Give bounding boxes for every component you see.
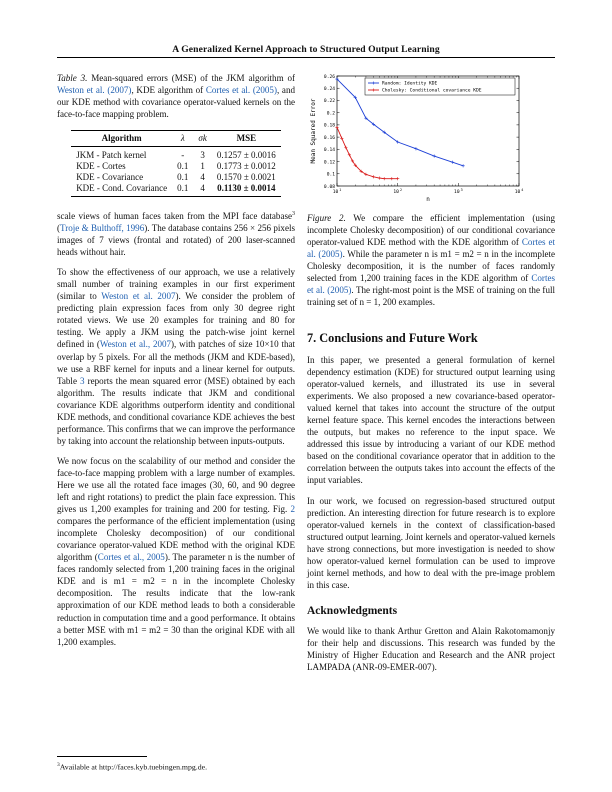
data-point [451,161,454,164]
figure-ref-link[interactable]: 2 [290,504,295,515]
mse-table [71,130,281,197]
col-header: Algorithm [71,131,172,147]
section-heading: Acknowledgments [307,604,398,617]
col-header: λ [172,131,193,147]
best-mse-value: 0.1130 ± 0.0014 [212,183,281,197]
y-tick-label: 0.2 [326,111,335,117]
footnote: $^3$Available at http://faces.kyb.tuebingen.mpg.de. [57,756,295,773]
citation-link[interactable]: Troje & Bulthoff, 1996 [60,223,145,234]
data-point [378,176,381,179]
citation-link[interactable]: Weston et al., 2007 [99,339,172,350]
citation-link[interactable]: Cortes et al. (2005) [307,273,555,295]
y-axis-label: Mean Squared Error [310,98,317,164]
table-row: KDE - Cond. Covariance 0.1 4 0.1130 ± 0.0014 [71,183,281,197]
citation-link[interactable]: Cortes et al. (2005) [205,85,277,95]
footnote-rule [57,756,147,757]
x-tick-label-exponent: 1 [339,187,342,192]
mse-chart [307,70,539,215]
citation-link[interactable]: Cortes et al. (2005) [307,237,555,259]
table-label: Table 3. [57,73,88,83]
right-body [307,330,555,673]
table-row: KDE - Covariance 0.1 4 0.1570 ± 0.0021 [76,172,276,182]
legend-label: Cholesky: Conditional covariance KDE [382,88,482,94]
y-tick-label: 0.1 [326,172,335,178]
col-header: MSE [212,131,281,147]
y-tick-label: 0.12 [323,160,335,166]
table-row: JKM - Patch kernel - 3 0.1257 ± 0.0016 [76,150,276,160]
left-column [57,72,295,197]
data-point [396,177,399,180]
x-tick-label: 10 [454,190,460,195]
x-tick-label: 10 [514,190,521,195]
footnote-marker[interactable]: 3 [292,211,295,217]
data-point [414,147,417,150]
section-heading: 7. Conclusions and Future Work [307,331,478,345]
citation-link[interactable]: Weston et al. 2007 [101,291,176,302]
citation-link[interactable]: Weston et al. (2007) [57,85,132,95]
paragraph: In this paper, we presented a general formulation of kernel dependency estimation (KDE) for structured output learning using operator-valued kernels, and illustrated its use in several experiments. We also proposed a new covariance-based operator-valued kernel that takes into account the structure of the output kernel feature space. This kernel encodes the interactions between the outputs, but makes no reference to the input space. We addressed this issue by introducing a variant of our KDE method based on the conditional covariance operator that in addition to the correlation between the outputs takes into account the effects of the input variables. [307,355,555,486]
y-tick-label: 0.18 [323,123,335,129]
figure-caption: Figure 2. We compare the efficient implementation (using incomplete Cholesky decomposition) of our conditional covariance operator-valued KDE method with the KDE algorithm of Cortes et al. (2005). While the parameter n is m1 = m2 = n in the incomplete Cholesky decomposition, it is the number of faces randomly selected from 1,200 training faces in the KDE algorithm of Cortes et al. (2005). The right-most point is the MSE of training on the full training set of n = 1, 200 examples. [307,213,556,307]
paragraph: scale views of human faces taken from the MPI face database$^3$ (Troje & Bulthoff, 1996). The database contains 256 × 256 pixels images of 7 views (frontal and rotated) of 200 laser-scanned heads without hair. [57,211,295,258]
paragraph: We would like to thank Arthur Gretton and Alain Rakotomamonjy for their help and discussions. This research was funded by the Ministry of Higher Education and Research and the ANR project LAMPADA (ANR-09-EMER-007). [307,625,555,673]
paragraph: In our work, we focused on regression-based structured output prediction. An interesting direction for future research is to explore operator-valued kernels in the context of classification-based structured output learning. Joint kernels and operator-valued kernels have strong connections, but more investigation is needed to show how operator-valued kernel formulation can be used to improve joint kernel methods, and how to deal with the pre-image problem in this case. [307,495,555,590]
y-tick-label: 0.22 [323,99,335,105]
data-point [340,137,343,140]
running-header: A Generalized Kernel Approach to Structured Output Learning [172,44,440,55]
x-tick-label: 10 [332,190,339,195]
y-tick-label: 0.16 [323,135,335,141]
data-point [462,164,465,167]
data-point [383,177,386,180]
y-tick-label: 0.24 [323,87,335,93]
figure-label: Figure 2. [307,213,346,223]
paragraph: To show the effectiveness of our approach, we use a relatively small number of training examples in our first experiment (similar to Weston et al. 2007). We consider the problem of predicting plain expression faces from only 30 degree right rotated views. We use 20 examples for training and 80 for testing. We apply a JKM using the patch-wise joint kernel defined in (Weston et al., 2007), with patches of size 10×10 that overlap by 5 pixels. For all the methods (JKM and KDE-based), we use a RBF kernel for inputs and a linear kernel for outputs. Table 3 reports the mean squared error (MSE) obtained by each algorithm. The results indicate that JKM and conditional covariance KDE algorithms outperform identity and conditional KDE methods, and conditional covariance KDE achieves the best performance. This confirms that we can improve the performance by taking into account the relationship between inputs-outputs. [57,267,296,446]
x-tick-label-exponent: 3 [460,187,463,192]
data-point [344,146,347,149]
table-row: KDE - Cortes 0.1 1 0.1773 ± 0.0012 [76,161,276,171]
paragraph: We now focus on the scalability of our method and consider the face-to-face mapping problem with a large number of examples. Here we use all the rotated face images (30, 60, and 90 degree left and right rotations) to predict the plain face expression. This gives us 1,200 examples for training and 200 for testing. Fig. 2 compares the performance of the efficient implementation (using incomplete Cholesky decomposition) of our conditional covariance operator-valued KDE method with the original KDE algorithm (Cortes et al., 2005). The parameter n is the number of faces randomly selected from 1,200 training faces in the original KDE and is m1 = m2 = n in the incomplete Cholesky decomposition. The results indicate that the low-rank approximation of our KDE method leads to both a considerable reduction in computation time and a good performance. It obtains a better MSE with m1 = m2 = 30 than the original KDE with all 1,200 examples. [57,455,296,647]
x-tick-label: 10 [393,190,399,195]
col-header: σk [193,131,211,147]
legend-label: Random: Identity KDE [382,81,438,87]
table-caption: Table 3. Mean-squared errors (MSE) of the JKM algorithm of Weston et al. (2007), KDE algorithm of Cortes et al. (2005), and our KDE method with covariance operator-valued kernels on the face-to-face mapping problem. [57,73,295,119]
table-header-row [71,131,281,147]
data-point [335,126,338,129]
data-point [390,177,393,180]
y-tick-label: 0.14 [323,148,335,154]
left-body [57,208,295,648]
x-tick-label-exponent: 2 [399,187,403,192]
header-rule [57,57,555,58]
data-point [372,175,375,178]
data-point [433,154,436,157]
table-ref-link[interactable]: 3 [80,375,85,386]
y-tick-label: 0.08 [323,184,335,190]
x-tick-label-exponent: 4 [521,187,524,192]
y-tick-label: 0.26 [323,74,335,80]
x-axis-label: n [426,196,430,203]
citation-link[interactable]: Cortes et al., 2005 [97,552,165,563]
data-point [348,153,351,156]
